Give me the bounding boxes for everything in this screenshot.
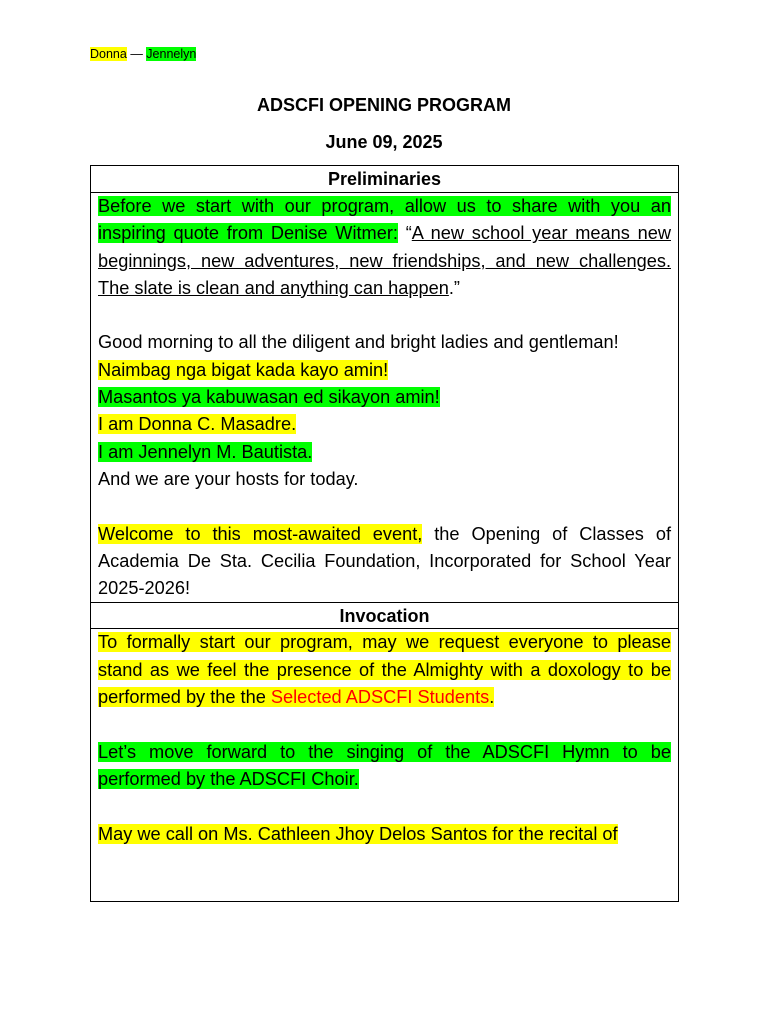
greeting-line: Good morning to all the diligent and bright ladies and gentleman! xyxy=(98,332,619,353)
greeting-ilocano-line xyxy=(98,357,671,384)
hosts-line: And we are your hosts for today. xyxy=(98,468,359,489)
greeting-pangasinan: Masantos ya kabuwasan ed sikayon amin! xyxy=(98,387,440,408)
document-title: ADSCFI OPENING PROGRAM xyxy=(256,95,511,115)
section-heading-invocation: Invocation xyxy=(91,602,678,629)
quote-intro: Before we start with our program, allow us to share with you an inspiring quote from Denise Witmer: xyxy=(98,196,671,244)
quote-open-mark: “ xyxy=(397,223,412,244)
quote-close-mark: .” xyxy=(448,277,460,298)
paragraph-gap xyxy=(98,302,671,329)
program-table-body xyxy=(91,166,678,903)
section-heading-preliminaries: Preliminaries xyxy=(91,166,678,193)
welcome-paragraph xyxy=(98,521,671,603)
recital-text: May we call on Ms. Cathleen Jhoy Delos Santos for the recital of xyxy=(98,823,618,844)
intro-jennelyn-line xyxy=(98,439,671,466)
invocation-request-highlight: To formally start our program, may we request everyone to please stand as we feel the presence of the Almighty xyxy=(98,632,671,680)
invocation-request-end: . xyxy=(489,687,495,708)
invocation-request-rest: with a doxology to be performed by the the xyxy=(98,659,671,708)
legend-host-donna: Donna xyxy=(90,47,127,61)
legend-host-jennelyn: Jennelyn xyxy=(146,47,197,61)
hymn-text: Let’s move forward to the singing of the ADSCFI Hymn to be performed by the ADSCFI Choir. xyxy=(98,741,671,789)
greeting-ilocano: Naimbag nga bigat kada kayo amin! xyxy=(98,359,389,380)
quote-paragraph xyxy=(98,193,671,302)
document-date: June 09, 2025 xyxy=(325,132,443,152)
invocation-request-paragraph xyxy=(98,629,671,711)
intro-jennelyn: I am Jennelyn M. Bautista. xyxy=(98,441,313,462)
hymn-paragraph xyxy=(98,739,671,794)
welcome-rest: the Opening of Classes of Academia De Sta. Cecilia Foundation, Incorporated for School Year 2025-2026! xyxy=(98,523,671,599)
paragraph-gap xyxy=(98,711,671,738)
recital-paragraph xyxy=(98,821,671,848)
host-color-legend xyxy=(90,46,196,62)
intro-donna: I am Donna C. Masadre. xyxy=(98,414,297,435)
invocation-performers: Selected ADSCFI Students xyxy=(270,687,490,708)
section-content-preliminaries xyxy=(91,193,678,602)
quote-text: A new school year means new beginnings, new adventures, new friendships, and new challenges. The slate is clean and anything can happen xyxy=(98,223,671,298)
program-table xyxy=(90,165,679,902)
greeting-pangasinan-line xyxy=(98,384,671,411)
section-content-invocation xyxy=(91,629,678,847)
paragraph-gap xyxy=(98,793,671,820)
welcome-highlight: Welcome to this most-awaited event, xyxy=(98,523,423,544)
intro-donna-line xyxy=(98,411,671,438)
legend-separator: — xyxy=(126,47,147,61)
paragraph-gap xyxy=(98,493,671,520)
